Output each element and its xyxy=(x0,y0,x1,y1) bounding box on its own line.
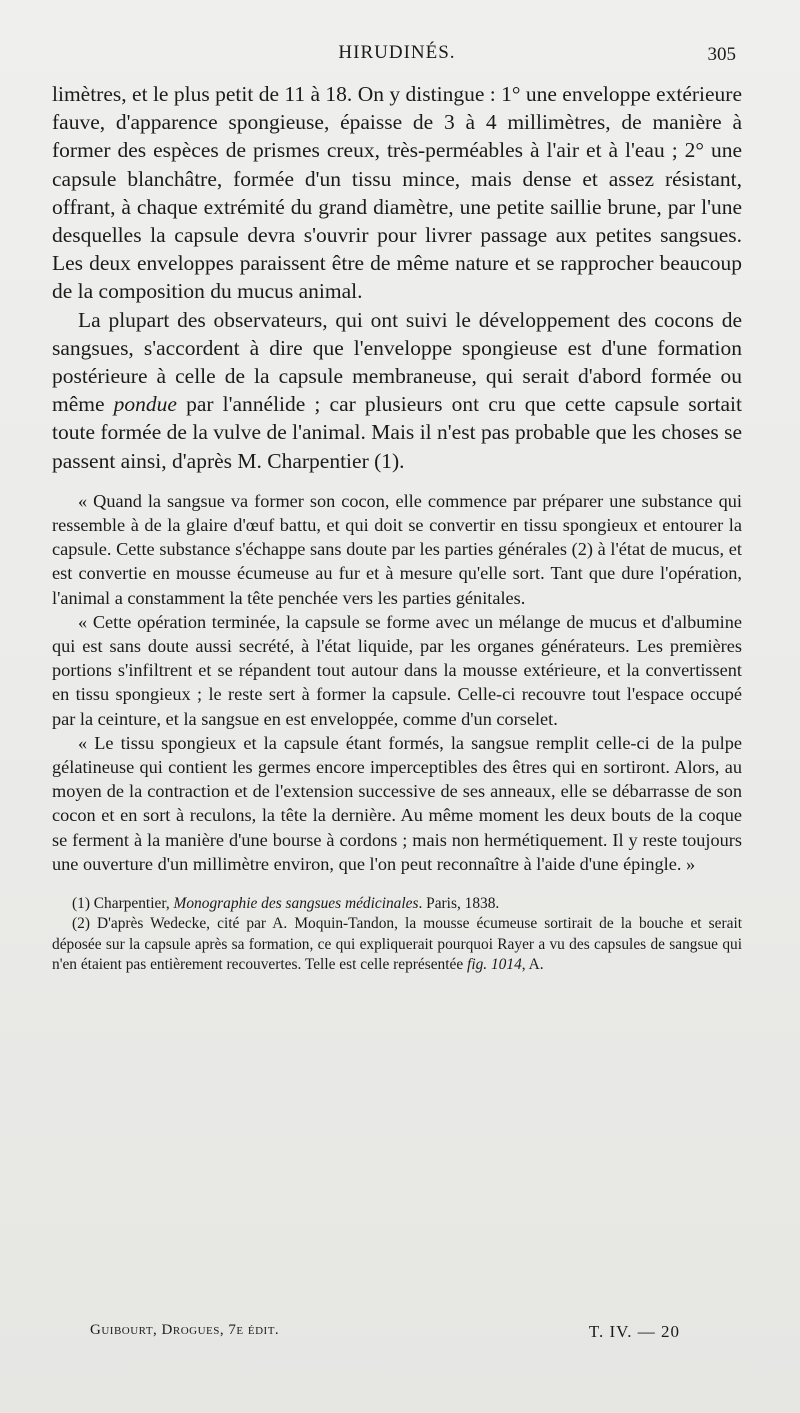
footnote-1-text-a: (1) Charpentier, xyxy=(72,895,174,913)
footnote-1-italic: Monographie des sangsues médicinales xyxy=(173,895,419,913)
body-paragraph-2-text-a: La plupart des observateurs, qui ont suivi le développement des cocons de sangsues, s'accordent à dire que l'enveloppe spongieuse est d'une formation postérieure à celle de la capsule membraneuse, qui serait d'abord formée ou même xyxy=(52,307,742,417)
page-header xyxy=(52,42,742,72)
body-paragraph-2 xyxy=(52,306,742,475)
footnote-2-italic: fig. 1014 xyxy=(467,955,522,973)
footnotes xyxy=(52,894,742,975)
quote-paragraph-3: « Le tissu spongieux et la capsule étant formés, la sangsue remplit celle-ci de la pulpe gélatineuse qui contient les germes encore imperceptibles des êtres qui en sortiront. Alors, au moyen de la contraction et de l'extension successive de ses anneaux, elle se débarrasse de son cocon et en sort à reculons, la tête la dernière. Au même moment les deux bouts de la coque se ferment à la manière d'une bourse à cordons ; mais non hermétiquement. Il y reste toujours une ouverture d'un millimètre environ, que l'on peut reconnaître à l'aide d'une épingle. » xyxy=(52,732,742,874)
printer-signature: Guibourt, Drogues, 7e édit. xyxy=(90,1322,280,1338)
quote-paragraph-2: « Cette opération terminée, la capsule se forme avec un mélange de mucus et d'albumine qui est sans doute aussi secrété, à l'état liquide, par les organes générateurs. Les premières portions s'infiltrent et se répandent tout autour dans la mousse extérieure, et la convertissent en tissu spongieux ; le reste sert à former la capsule. Celle-ci recouvre tout l'espace occupé par la ceinture, et la sangsue en est enveloppée, comme d'un corselet. xyxy=(52,611,742,729)
page-body xyxy=(52,80,742,975)
running-title: HIRUDINÉS. xyxy=(338,42,456,63)
quotation-block xyxy=(52,489,742,876)
footnote-2-text-a: (2) D'après Wedecke, cité par A. Moquin-Tandon, la mousse écumeuse sortirait de la bouche et serait déposée sur la capsule après sa formation, ce qui expliquerait pourquoi Rayer a vu des capsules de sangsue qui n'en étaient pas entièrement recouvertes. Telle est celle représentée xyxy=(52,915,742,973)
body-paragraph-2-text-b: par l'annélide ; car plusieurs ont cru que cette capsule sortait toute formée de la vulve de l'animal. Mais il n'est pas probable que les choses se passent ainsi, d'après M. Charpentier (1). xyxy=(52,392,742,473)
body-paragraph-1: limètres, et le plus petit de 11 à 18. On y distingue : 1° une enveloppe extérieure fauve, d'apparence spongieuse, épaisse de 3 à 4 millimètres, de manière à former des espèces de prismes creux, très-perméables à l'air et à l'eau ; 2° une capsule blanchâtre, formée d'un tissu mince, mais dense et assez résistant, offrant, à chaque extrémité du grand diamètre, une petite saillie brune, par l'une desquelles la capsule devra s'ouvrir pour livrer passage aux petites sangsues. Les deux enveloppes paraissent être de même nature et se rapprocher beaucoup de la composition du mucus animal. xyxy=(52,82,742,304)
page-number: 305 xyxy=(707,44,736,65)
page-footer xyxy=(90,1322,690,1346)
volume-sheet-mark: T. IV. — 20 xyxy=(588,1322,680,1341)
footnote-1 xyxy=(52,894,742,914)
body-paragraph-2-italic: pondue xyxy=(113,392,177,417)
footnote-2-text-b: , A. xyxy=(521,955,544,973)
quote-paragraph-1: « Quand la sangsue va former son cocon, elle commence par préparer une substance qui ressemble à de la glaire d'œuf battu, et qui doit se convertir en tissu spongieux et entourer la capsule. Cette substance s'échappe sans doute par les parties générales (2) à l'état de mucus, et est convertie en mousse écumeuse au fur et à mesure qu'elle sort. Tant que dure l'opération, l'animal a constamment la tête penchée vers les parties génitales. xyxy=(52,490,742,608)
footnote-1-text-b: . Paris, 1838. xyxy=(418,895,500,913)
footnote-2 xyxy=(52,914,742,975)
